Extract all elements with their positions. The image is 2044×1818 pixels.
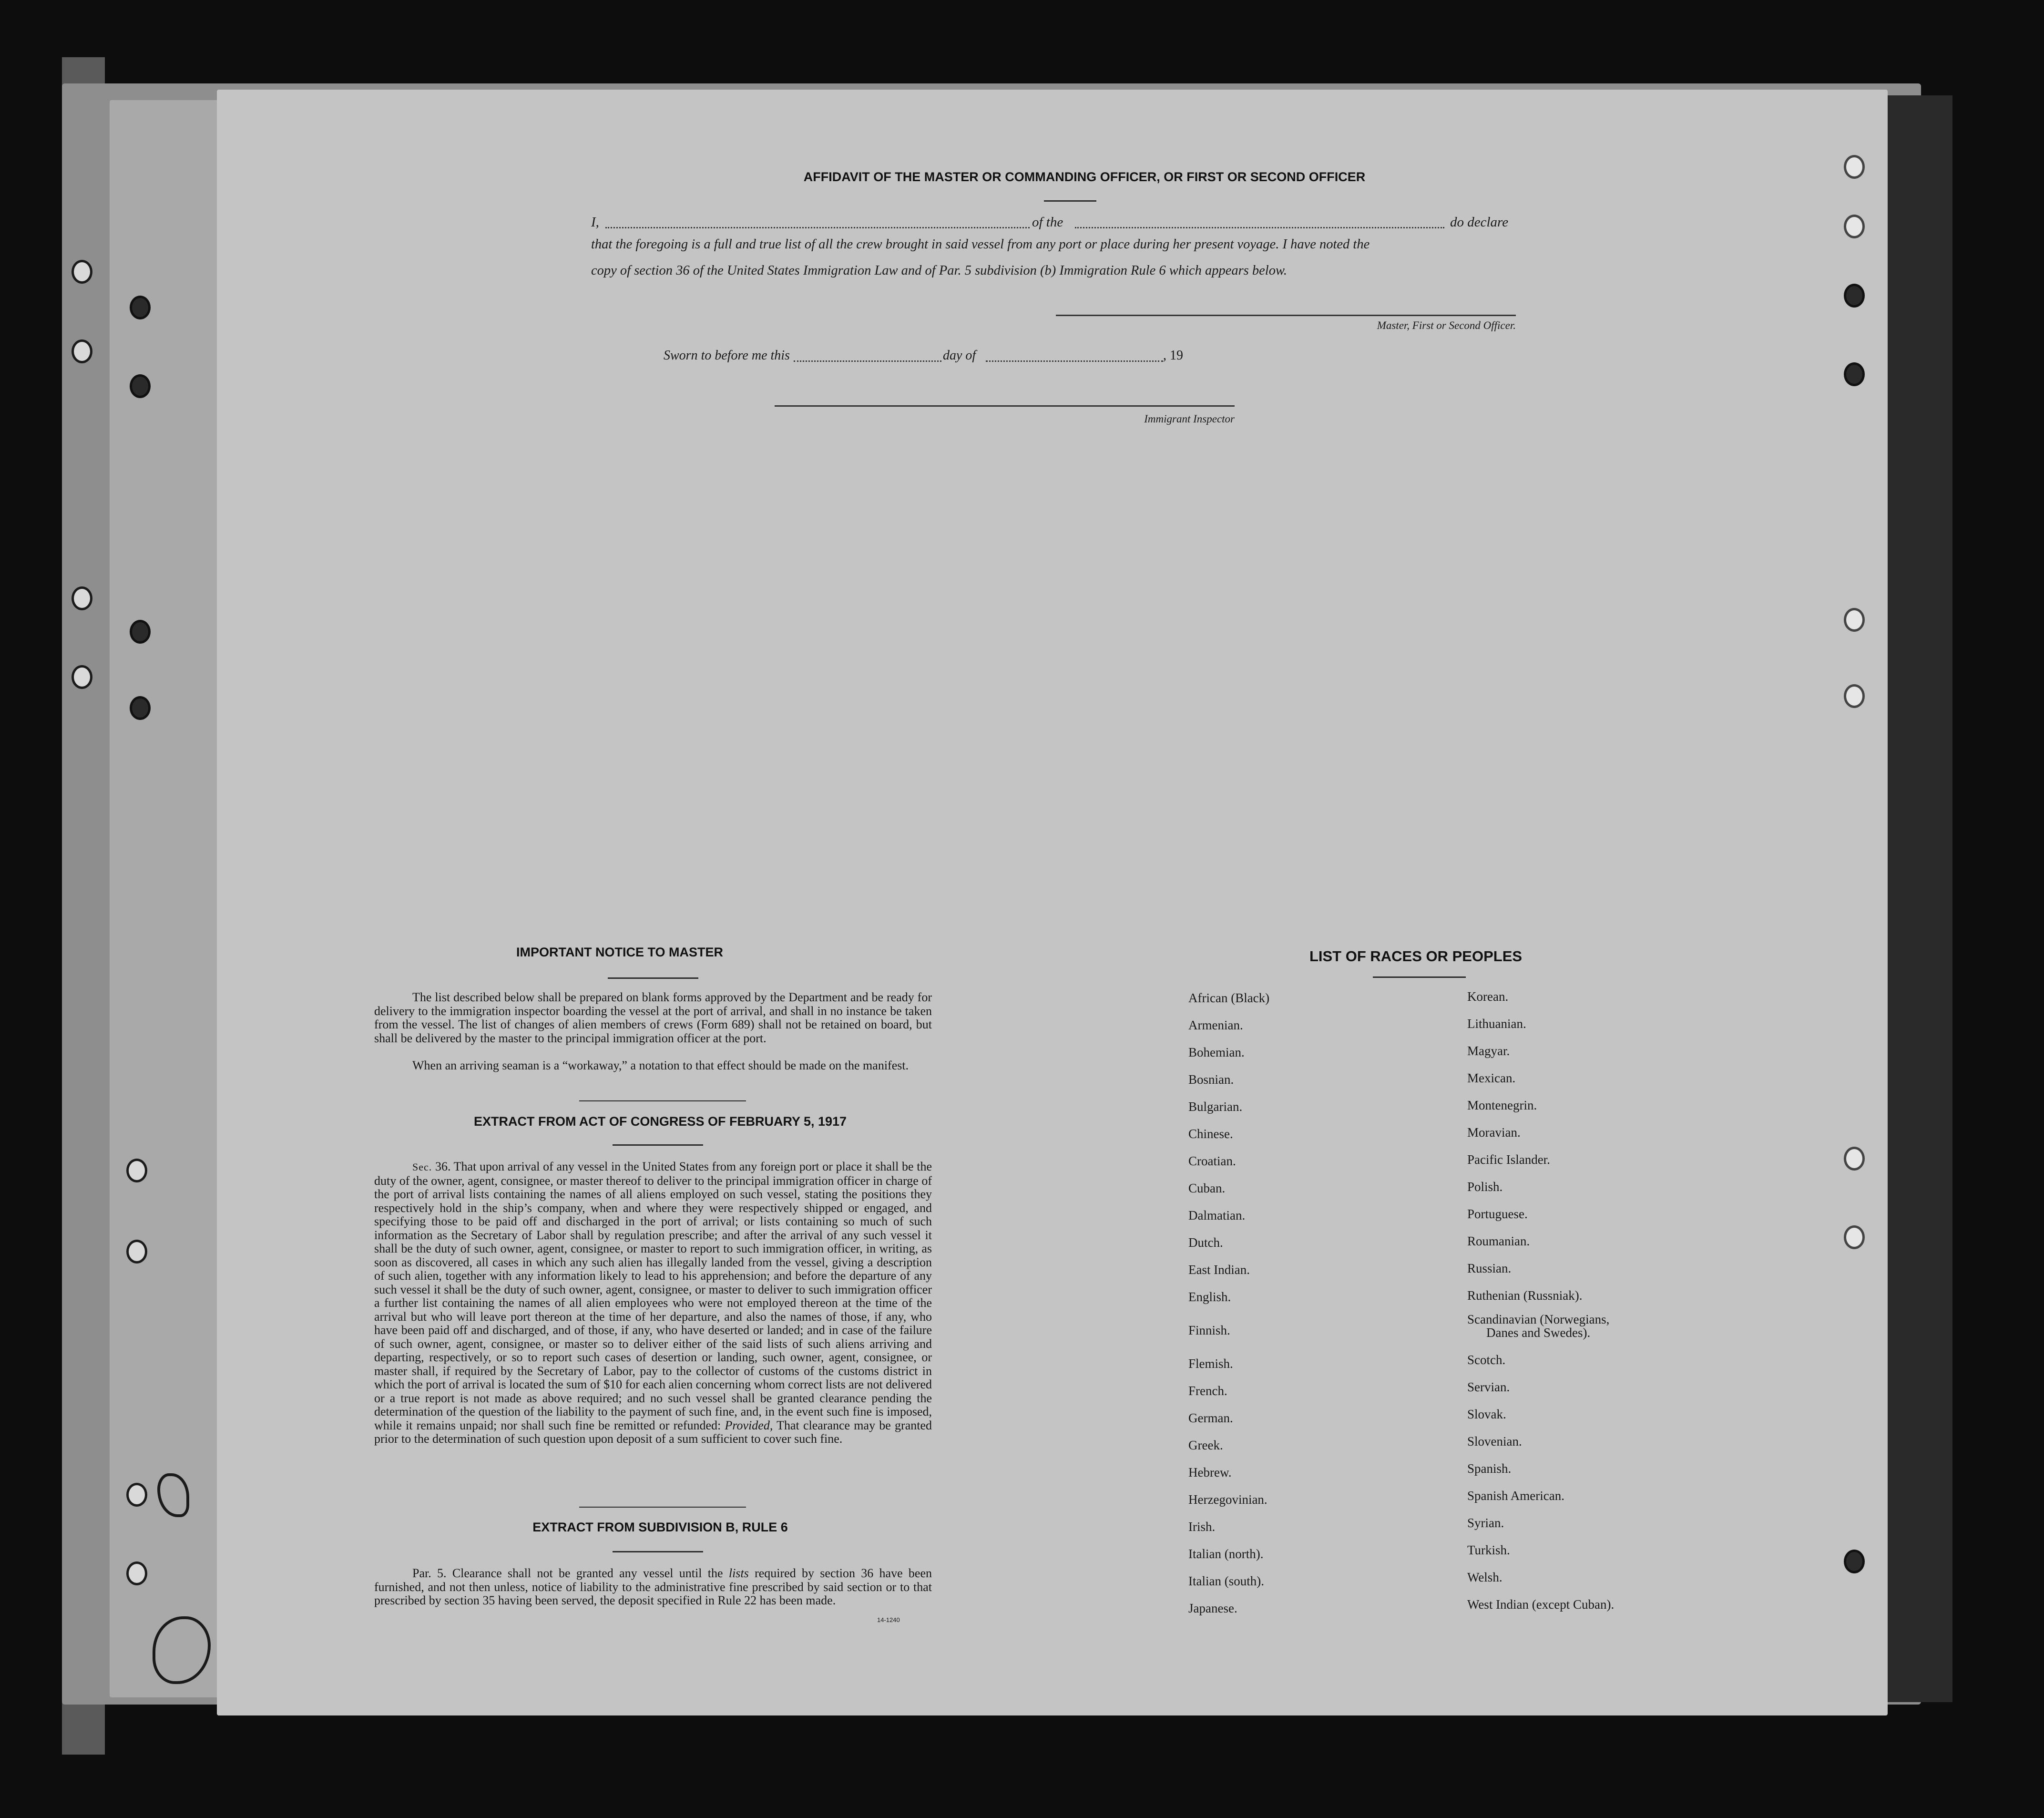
punch-hole — [130, 374, 151, 398]
race-item: Italian (north). — [1188, 1547, 1264, 1561]
race-item: Bosnian. — [1188, 1072, 1234, 1087]
inspector-signature-line[interactable] — [775, 405, 1235, 407]
races-title-underline — [1373, 976, 1466, 978]
race-item: Bohemian. — [1188, 1045, 1245, 1059]
race-item: Hebrew. — [1188, 1465, 1232, 1479]
inspector-caption: Immigrant Inspector — [1144, 413, 1235, 425]
sworn-year-label: , 19 — [1163, 348, 1183, 363]
right-sheet-edge — [1883, 95, 1952, 1702]
form-number: 14-1240 — [877, 1616, 900, 1623]
affidavit-declare-label: do declare — [1450, 215, 1509, 230]
race-item: Dalmatian. — [1188, 1208, 1246, 1222]
notice-paragraph-1: The list described below shall be prepared on blank forms approved by the Department and be ready for delivery to the immigration inspector boarding the vessel at the port of arrival, and shall in no instance be taken from the vessel. The list of changes of alien members of crews (Form 689) shall not be retained on board, but shall be delivered by the master to the principal immigration officer at the port. — [374, 990, 932, 1045]
race-item: Spanish American. — [1467, 1489, 1564, 1503]
act-extract-title: EXTRACT FROM ACT OF CONGRESS OF FEBRUARY 5, 1917 — [473, 1114, 847, 1129]
race-item: Ruthenian (Russniak). — [1467, 1288, 1583, 1303]
race-item: Pacific Islander. — [1467, 1152, 1550, 1167]
race-item: Magyar. — [1467, 1044, 1510, 1058]
race-item: Korean. — [1467, 989, 1509, 1004]
race-item: Herzegovinian. — [1188, 1492, 1267, 1507]
race-item: Armenian. — [1188, 1018, 1243, 1032]
sworn-day-of-label: day of — [943, 348, 976, 363]
sec-36-text-end: That clearance may be granted prior to the determination of such question upon deposit of a sum sufficient to cover such fine. — [374, 1418, 932, 1446]
punch-hole — [72, 665, 92, 689]
race-item: English. — [1188, 1290, 1231, 1304]
race-item: Mexican. — [1467, 1071, 1516, 1085]
race-item: Croatian. — [1188, 1154, 1236, 1168]
sworn-day-field[interactable] — [794, 360, 941, 362]
race-item: Bulgarian. — [1188, 1099, 1243, 1114]
act-title-underline — [613, 1144, 703, 1146]
race-item: Flemish. — [1188, 1356, 1233, 1371]
punch-hole — [1844, 1225, 1865, 1249]
race-item: Chinese. — [1188, 1127, 1233, 1141]
punch-hole — [72, 586, 92, 610]
race-item: Scandinavian (Norwegians, — [1467, 1312, 1610, 1326]
race-item: Servian. — [1467, 1380, 1510, 1394]
punch-hole — [1844, 284, 1865, 308]
affidavit-title: AFFIDAVIT OF THE MASTER OR COMMANDING OFFICER, OR FIRST OR SECOND OFFICER — [803, 170, 1366, 184]
race-item: Polish. — [1467, 1180, 1503, 1194]
provided-word: Provided, — [725, 1418, 773, 1432]
punch-hole — [1844, 1147, 1865, 1171]
punch-hole — [72, 339, 92, 363]
master-signature-caption: Master, First or Second Officer. — [1377, 319, 1516, 331]
punch-hole — [130, 620, 151, 644]
punch-hole — [1844, 1550, 1865, 1573]
section-divider — [579, 1507, 746, 1508]
race-item: East Indian. — [1188, 1263, 1250, 1277]
race-item: Russian. — [1467, 1261, 1512, 1275]
par5-text-a: Par. 5. Clearance shall not be granted any vessel until the — [412, 1566, 723, 1580]
race-item: Moravian. — [1467, 1125, 1521, 1140]
race-item: Japanese. — [1188, 1601, 1237, 1615]
notice-title: IMPORTANT NOTICE TO MASTER — [516, 945, 723, 959]
race-item: Turkish. — [1467, 1543, 1510, 1557]
race-item: Slovenian. — [1467, 1434, 1522, 1448]
race-item: Italian (south). — [1188, 1574, 1264, 1588]
affidavit-of-the-label: of the — [1032, 215, 1063, 230]
race-item: Lithuanian. — [1467, 1017, 1526, 1031]
punch-hole — [72, 260, 92, 284]
punch-hole — [1844, 215, 1865, 238]
punch-hole — [130, 296, 151, 319]
act-extract-text — [374, 1160, 932, 1446]
race-item: Montenegrin. — [1467, 1098, 1537, 1112]
punch-hole — [1844, 362, 1865, 386]
race-item: Danes and Swedes). — [1486, 1325, 1591, 1340]
race-item: West Indian (except Cuban). — [1467, 1597, 1615, 1612]
sec-label: Sec. — [412, 1161, 432, 1173]
sec-36-text: 36. That upon arrival of any vessel in the United States from any foreign port or place it shall be the duty of the owner, agent, consignee, or master thereof to deliver to the principal immigration officer in charge of the port of arrival lists containing the names of all aliens employed on such vessel, stating the positions they respectively hold in the ship’s company, when and where they were respectively shipped or engaged, and specifying those to be paid off and discharged in the port of arrival; or lists containing so much of such information as the Secretary of Labor shall by regulation prescribe; and after the arrival of any such vessel it shall be the duty of such owner, agent, consignee, or master to report to such immigration officer, in writing, as soon as discovered, all cases in which any such alien has illegally landed from the vessel, giving a description of such alien, together with any information likely to lead to his apprehension; and before the departure of any such vessel it shall be the duty of such owner, agent, consignee, or master to deliver to such immigration officer a further list containing the names of all alien employees who were not employed thereon at the time of the arrival but who will leave port thereon at the time of her departure, and also the names of those, if any, who have been paid off and discharged, and of those, if any, who have deserted or landed; and in case of the failure of such owner, agent, consignee, or master so to deliver either of the said lists of such aliens arriving and departing, respectively, or so to report such cases of desertion or landing, such owner, agent, consignee, or master shall, if required by the Secretary of Labor, pay to the collector of customs of the customs district in which the port of arrival is located the sum of $10 for each alien concerning whom correct lists are not delivered or a true report is not made as above required; and no such vessel shall be granted clearance pending the determination of the question of the liability to the payment of such fine, and, in the event such fine is imposed, while it remains unpaid; nor shall such fine be remitted or refunded: — [374, 1160, 932, 1432]
race-item: African (Black) — [1188, 991, 1270, 1005]
race-item: Dutch. — [1188, 1235, 1223, 1250]
par5-text-b: required by section 36 have been furnished, and not then unless, notice of liability to the administrative fine prescribed by said section or to that prescribed by section 35 having been served, the deposit specified in Rule 22 has been made. — [374, 1566, 932, 1607]
race-item: Greek. — [1188, 1438, 1223, 1452]
punch-hole — [1844, 155, 1865, 179]
race-item: French. — [1188, 1384, 1227, 1398]
officer-name-field[interactable] — [605, 227, 1030, 228]
form-page — [217, 90, 1888, 1715]
race-item: Irish. — [1188, 1520, 1216, 1534]
notice-paragraph-2: When an arriving seaman is a “workaway,” a notation to that effect should be made on the manifest. — [412, 1058, 909, 1072]
master-signature-line[interactable] — [1056, 315, 1516, 316]
race-item: Portuguese. — [1467, 1207, 1528, 1221]
notice-underline — [608, 977, 698, 979]
race-item: Slovak. — [1467, 1407, 1506, 1421]
punch-hole — [126, 1483, 147, 1507]
vessel-name-field[interactable] — [1075, 227, 1444, 228]
race-item: Syrian. — [1467, 1516, 1504, 1530]
punch-hole — [1844, 684, 1865, 708]
punch-hole — [130, 696, 151, 720]
sworn-label: Sworn to before me this — [664, 348, 790, 363]
lists-word: lists — [728, 1566, 749, 1580]
rule-extract-title: EXTRACT FROM SUBDIVISION B, RULE 6 — [532, 1520, 788, 1534]
title-underline — [1044, 200, 1096, 202]
punch-hole — [126, 1159, 147, 1182]
race-item: Finnish. — [1188, 1323, 1230, 1337]
race-item: German. — [1188, 1411, 1233, 1425]
punch-hole — [126, 1240, 147, 1263]
affidavit-statement-line-1: that the foregoing is a full and true list of all the crew brought in said vessel from any port or place during her present voyage. I have noted the — [591, 237, 1370, 252]
races-title: LIST OF RACES OR PEOPLES — [1309, 948, 1523, 965]
rule-title-underline — [613, 1551, 703, 1552]
rule-extract-text — [374, 1567, 932, 1608]
race-item: Roumanian. — [1467, 1234, 1530, 1248]
race-item: Welsh. — [1467, 1570, 1502, 1584]
punch-hole — [126, 1561, 147, 1585]
race-item: Scotch. — [1467, 1353, 1506, 1367]
affidavit-statement-line-2: copy of section 36 of the United States Immigration Law and of Par. 5 subdivision (b) Immigration Rule 6 which appears below. — [591, 263, 1287, 278]
sworn-month-field[interactable] — [986, 360, 1163, 362]
affidavit-i-label: I, — [591, 215, 599, 230]
race-item: Spanish. — [1467, 1461, 1512, 1476]
race-item: Cuban. — [1188, 1181, 1226, 1195]
punch-hole — [1844, 608, 1865, 632]
section-divider — [579, 1100, 746, 1101]
